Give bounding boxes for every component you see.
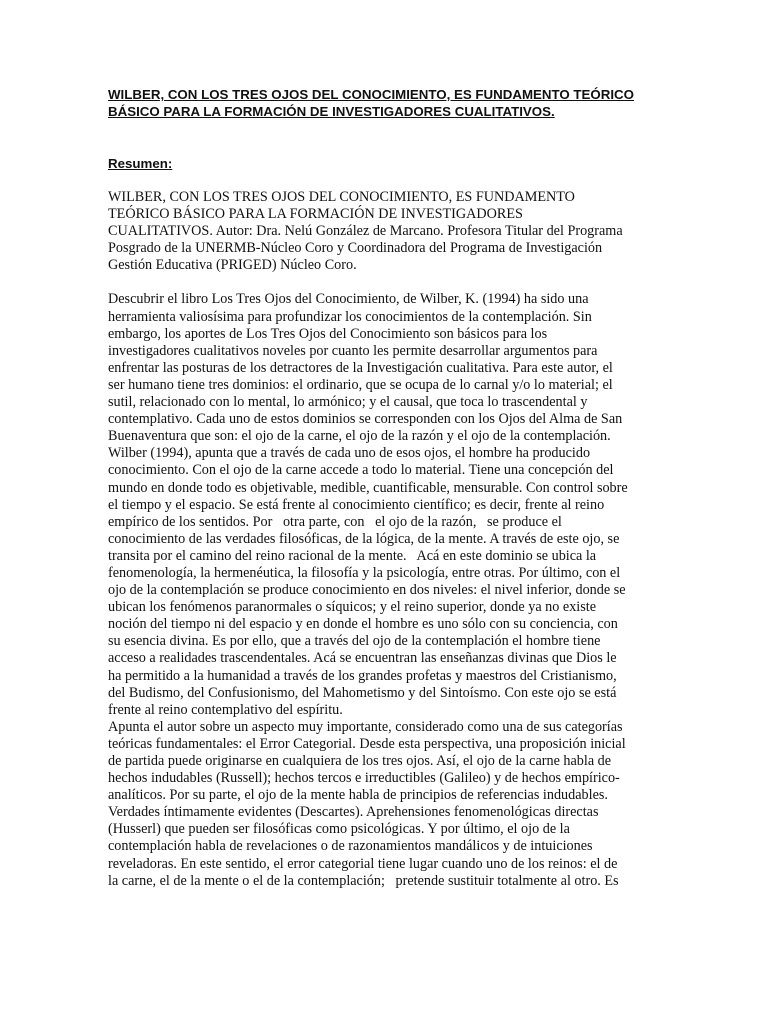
section-heading-resumen: Resumen:: [108, 156, 173, 171]
text-line: la carne, el de la mente o el de la contemplación; pretende sustituir totalmente al otro. Es: [108, 872, 619, 889]
text-line: WILBER, CON LOS TRES OJOS DEL CONOCIMIENTO, ES FUNDAMENTO: [108, 189, 575, 205]
text-line: transita por el camino del reino racional de la mente. Acá en este dominio se ubica la: [108, 547, 597, 564]
text-line: Buenaventura que son: el ojo de la carne, el ojo de la razón y el ojo de la contemplación.: [108, 428, 611, 445]
text-line: empírico de los sentidos. Por otra parte, con el ojo de la razón, se produce el: [108, 513, 562, 530]
text-line: del Budismo, del Confusionismo, del Mahometismo y del Sintoísmo. Con este ojo se está: [108, 684, 617, 701]
text-line: contemplativo. Cada uno de estos dominios se corresponden con los Ojos del Alma de San: [108, 411, 623, 428]
text-line: frente al reino contemplativo del espíritu.: [108, 701, 343, 718]
paragraph-body-1: [108, 291, 658, 718]
document-page: [108, 86, 658, 890]
text-line: herramienta valiosísima para profundizar los conocimientos de la contemplación. Sin: [108, 308, 592, 325]
text-line: reveladoras. En este sentido, el error categorial tiene lugar cuando uno de los reinos: el de: [108, 855, 618, 872]
text-line: TEÓRICO BÁSICO PARA LA FORMACIÓN DE INVESTIGADORES: [108, 206, 523, 223]
title-line: BÁSICO PARA LA FORMACIÓN DE INVESTIGADORES CUALITATIVOS.: [108, 104, 555, 119]
text-line: ojo de la contemplación se produce conocimiento en dos niveles: el nivel inferior, donde se: [108, 582, 626, 599]
text-line: sutil, relacionado con lo mental, lo armónico; y el causal, que toca lo trascendental y: [108, 394, 588, 411]
text-line: ha permitido a la humanidad a través de los grandes profetas y maestros del Cristianismo,: [108, 667, 617, 684]
document-title: [108, 86, 658, 120]
text-line: Posgrado de la UNERMB-Núcleo Coro y Coordinadora del Programa de Investigación: [108, 240, 603, 257]
text-line: noción del tiempo ni del espacio y en donde el hombre es uno sólo con su conciencia, con: [108, 616, 618, 633]
text-line: de partida puede originarse en cualquiera de los tres ojos. Así, el ojo de la carne habla de: [108, 753, 612, 769]
text-line: el tiempo y el espacio. Se está frente al conocimiento científico; es decir, frente al reino: [108, 496, 605, 513]
text-line: mundo en donde todo es objetivable, medible, cuantificable, mensurable. Con control sobre: [108, 479, 628, 496]
text-line: analíticos. Por su parte, el ojo de la mente habla de principios de referencias indudables.: [108, 787, 608, 804]
paragraph-gap: [108, 274, 658, 291]
text-line: ser humano tiene tres dominios: el ordinario, que se ocupa de lo carnal y/o lo material; el: [108, 376, 613, 393]
text-line: (Husserl) que pueden ser filosóficas como psicológicas. Y por último, el ojo de la: [108, 821, 570, 838]
text-line: fenomenología, la hermenéutica, la filosofía y la psicología, entre otras. Por último, con el: [108, 564, 621, 581]
text-line: CUALITATIVOS. Autor: Dra. Nelú González de Marcano. Profesora Titular del Programa: [108, 223, 623, 240]
text-line: ubican los fenómenos paranormales o síquicos; y el reino superior, donde ya no existe: [108, 599, 596, 616]
paragraph-body-2: [108, 719, 658, 890]
paragraph-abstract: [108, 189, 658, 274]
text-line: Apunta el autor sobre un aspecto muy importante, considerado como una de sus categorías: [108, 718, 623, 735]
text-line: acceso a realidades trascendentales. Acá se encuentran las enseñanzas divinas que Dios le: [108, 650, 617, 667]
text-line: teóricas fundamentales: el Error Categorial. Desde esta perspectiva, una proposición inicial: [108, 735, 626, 752]
text-line: conocimiento de las verdades filosóficas, de la lógica, de la mente. A través de este ojo, se: [108, 530, 620, 547]
text-line: enfrentar las posturas de los detractores de la Investigación cualitativa. Para este autor, el: [108, 359, 613, 376]
text-line: embargo, los aportes de Los Tres Ojos del Conocimiento son básicos para los: [108, 325, 548, 342]
text-line: hechos indudables (Russell); hechos tercos e irreductibles (Galileo) y de hechos empírico-: [108, 770, 620, 787]
text-line: su esencia divina. Es por ello, que a través del ojo de la contemplación el hombre tiene: [108, 633, 601, 650]
text-line: conocimiento. Con el ojo de la carne accede a todo lo material. Tiene una concepción del: [108, 462, 614, 479]
text-line: Wilber (1994), apunta que a través de cada uno de esos ojos, el hombre ha producido: [108, 445, 591, 462]
text-line: contemplación habla de revelaciones o de razonamientos mandálicos y de intuiciones: [108, 838, 593, 855]
text-line: Descubrir el libro Los Tres Ojos del Conocimiento, de Wilber, K. (1994) ha sido una: [108, 291, 589, 308]
title-line: WILBER, CON LOS TRES OJOS DEL CONOCIMIENTO, ES FUNDAMENTO TEÓRICO: [108, 87, 634, 102]
text-line: Verdades íntimamente evidentes (Descartes). Aprehensiones fenomenológicas directas: [108, 804, 599, 821]
text-line: investigadores cualitativos noveles por cuanto les permite desarrollar argumentos para: [108, 342, 598, 359]
text-line: Gestión Educativa (PRIGED) Núcleo Coro.: [108, 257, 357, 274]
